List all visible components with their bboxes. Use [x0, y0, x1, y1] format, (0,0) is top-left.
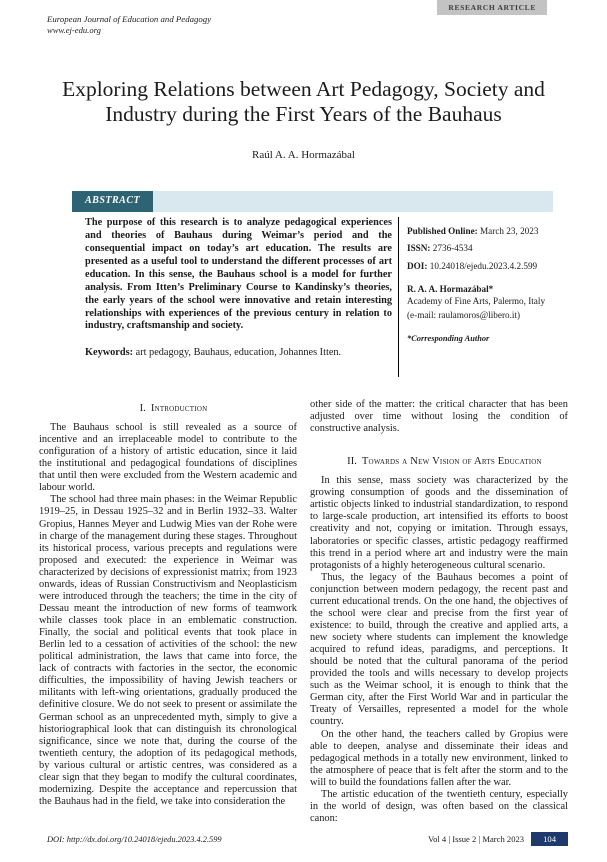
section-number: II. [347, 455, 357, 467]
left-column [39, 399, 297, 825]
research-article-badge: RESEARCH ARTICLE [437, 0, 547, 15]
published-online-line [407, 226, 553, 238]
keywords-line [85, 347, 392, 358]
body-paragraph: In this sense, mass society was characterized by the growing consumption of goods and the dissemination of artistic objects linked to industrial standardization, to respond to large-scale production, art intensified its efforts to boost creativity and not, copying or imitation. Through essays, laboratories or specific classes, artistic pedagogy reaffirmed this trend in a period where art and industry were the main protagonists of a highly heterogeneous cultural scenario. [310, 475, 568, 571]
page-number-badge: 104 [531, 832, 568, 846]
section-title: Introduction [150, 402, 208, 414]
published-online-label: Published Online: [407, 225, 478, 236]
footer-right [428, 832, 568, 846]
abstract-text: The purpose of this research is to analyze pedagogical experiences and theories of Bauhaus during Weimar’s period and the consequential impact on today’s art education. The results are presented as a useful tool to understand the different processes of art education. In this sense, the Bauhaus school is a model for further analysis. From Itten’s Preliminary Course to Kandinsky’s theories, the early years of the school were innovative and retain interesting relationships with experiences of the previous century in relation to industry, craftsmanship and society. [85, 216, 392, 332]
section-heading-introduction [39, 403, 297, 415]
section-title: Towards a New Vision of Arts Education [361, 455, 542, 467]
page-footer [47, 832, 568, 846]
body-columns [39, 399, 568, 825]
issn-label: ISSN: [407, 243, 431, 254]
paper-title: Exploring Relations between Art Pedagogy, Society and Industry during the First Years of the Bauhaus [62, 77, 545, 127]
keywords-label: Keywords: [85, 347, 134, 359]
body-paragraph: On the other hand, the teachers called by Gropius were able to deepen, analyse and disseminate their ideas and pedagogical methods in a totally new environment, linked to the atmosphere of peace that is felt after the storm and to the will to build the foundations fallen after the war. [310, 728, 568, 788]
abstract-label: ABSTRACT [72, 191, 153, 212]
corresponding-author-name: R. A. A. Hormazábal* [407, 283, 494, 294]
author-info-block [407, 284, 553, 323]
body-paragraph: other side of the matter: the critical character that has been adjusted over time without losing the condition of constructive analysis. [310, 398, 568, 434]
vertical-divider [398, 217, 399, 377]
section-heading-new-vision [310, 456, 568, 468]
right-column [310, 399, 568, 825]
journal-name: European Journal of Education and Pedagogy [47, 14, 212, 24]
volume-issue-info: Vol 4 | Issue 2 | March 2023 [427, 834, 525, 844]
footer-doi: DOI: http://dx.doi.org/10.24018/ejedu.2023.4.2.599 [47, 834, 222, 844]
abstract-band [72, 191, 553, 212]
published-online-value: March 23, 2023 [480, 225, 539, 236]
metadata-column [407, 217, 553, 377]
abstract-block [72, 191, 553, 377]
doi-value: 10.24018/ejedu.2023.4.2.599 [429, 260, 538, 271]
doi-line [407, 261, 553, 273]
body-paragraph: The Bauhaus school is still revealed as a source of incentive and an irreplaceable model to contribute to the configuration of a history of artistic education, since it laid the institutional and pedagogical foundations of disciplines that until then were excluded from the Western academic and labour world. [39, 422, 297, 494]
author-affiliation: Academy of Fine Arts, Palermo, Italy [407, 295, 546, 306]
journal-url: www.ej-edu.org [47, 25, 101, 35]
body-paragraph: Thus, the legacy of the Bauhaus becomes a point of conjunction between modern pedagogy, the recent past and current educational trends. On the one hand, the objectives of the school were clear and precise from the first year of existence: to build, through the creative and applied arts, a new society where students can implement the knowledge acquired to refund ideas, paradigms, and perceptions. It should be noted that the cultural panorama of the period provided the tools and wills necessary to develop projects such as the Weimar school, it is enough to think that the German city, after the First World War and in particular the Treaty of Versailles, represented a model for the whole country. [310, 571, 568, 728]
section-number: I. [139, 402, 146, 414]
author-email: (e-mail: raulamoros@libero.it) [407, 310, 521, 321]
abstract-row [72, 217, 553, 377]
doi-label: DOI: [407, 260, 428, 271]
body-paragraph: The artistic education of the twentieth century, especially in the world of design, was often based on the classical canon: [310, 788, 568, 824]
keywords-text: art pedagogy, Bauhaus, education, Johannes Itten. [135, 347, 342, 359]
issn-value: 2736-4534 [432, 243, 473, 254]
body-paragraph: The school had three main phases: in the Weimar Republic 1919–25, in Dessau 1925–32 and in Berlin 1932–33. Walter Gropius, Hannes Meyer and Ludwig Mies van der Rohe were in charge of the management during these stages. Throughout its historical process, various precepts and regulations were proposed and executed: the experience in Weimar was characterized by decisions of expressionist matrix; from 1923 onwards, ideas of Russian Constructivism and Neoplasticism were introduced through the teachers; the time in the city of Dessau meant the introduction of new forms of teamwork while classes took place in an emblematic construction. Finally, the social and political events that took place in Berlin led to a cessation of activities of the school: the new political administration, the laws that came into force, the lack of contracts with factories in the sector, the economic difficulties, the impossibility of having Jewish teachers or militants with left-wing orientations, gradually produced the definitive closure. We do not seek to present or assimilate the German school as an unprecedented myth, simply to give a historiographical look that can distinguish its chronological significance, since we note that, during the course of the twentieth century, the adoption of its pedagogical methods, by various cultural or artistic centres, was considered as a clear sign that they began to modify the cultural coordinates, modernizing. Despite the acceptance and repercussion that the Bauhaus had in the field, we take into consideration the [39, 494, 297, 807]
abstract-column [72, 217, 392, 377]
corresponding-author-note: *Corresponding Author [407, 334, 490, 344]
issn-line [407, 243, 553, 255]
author-name: Raúl A. A. Hormazábal [252, 148, 355, 161]
